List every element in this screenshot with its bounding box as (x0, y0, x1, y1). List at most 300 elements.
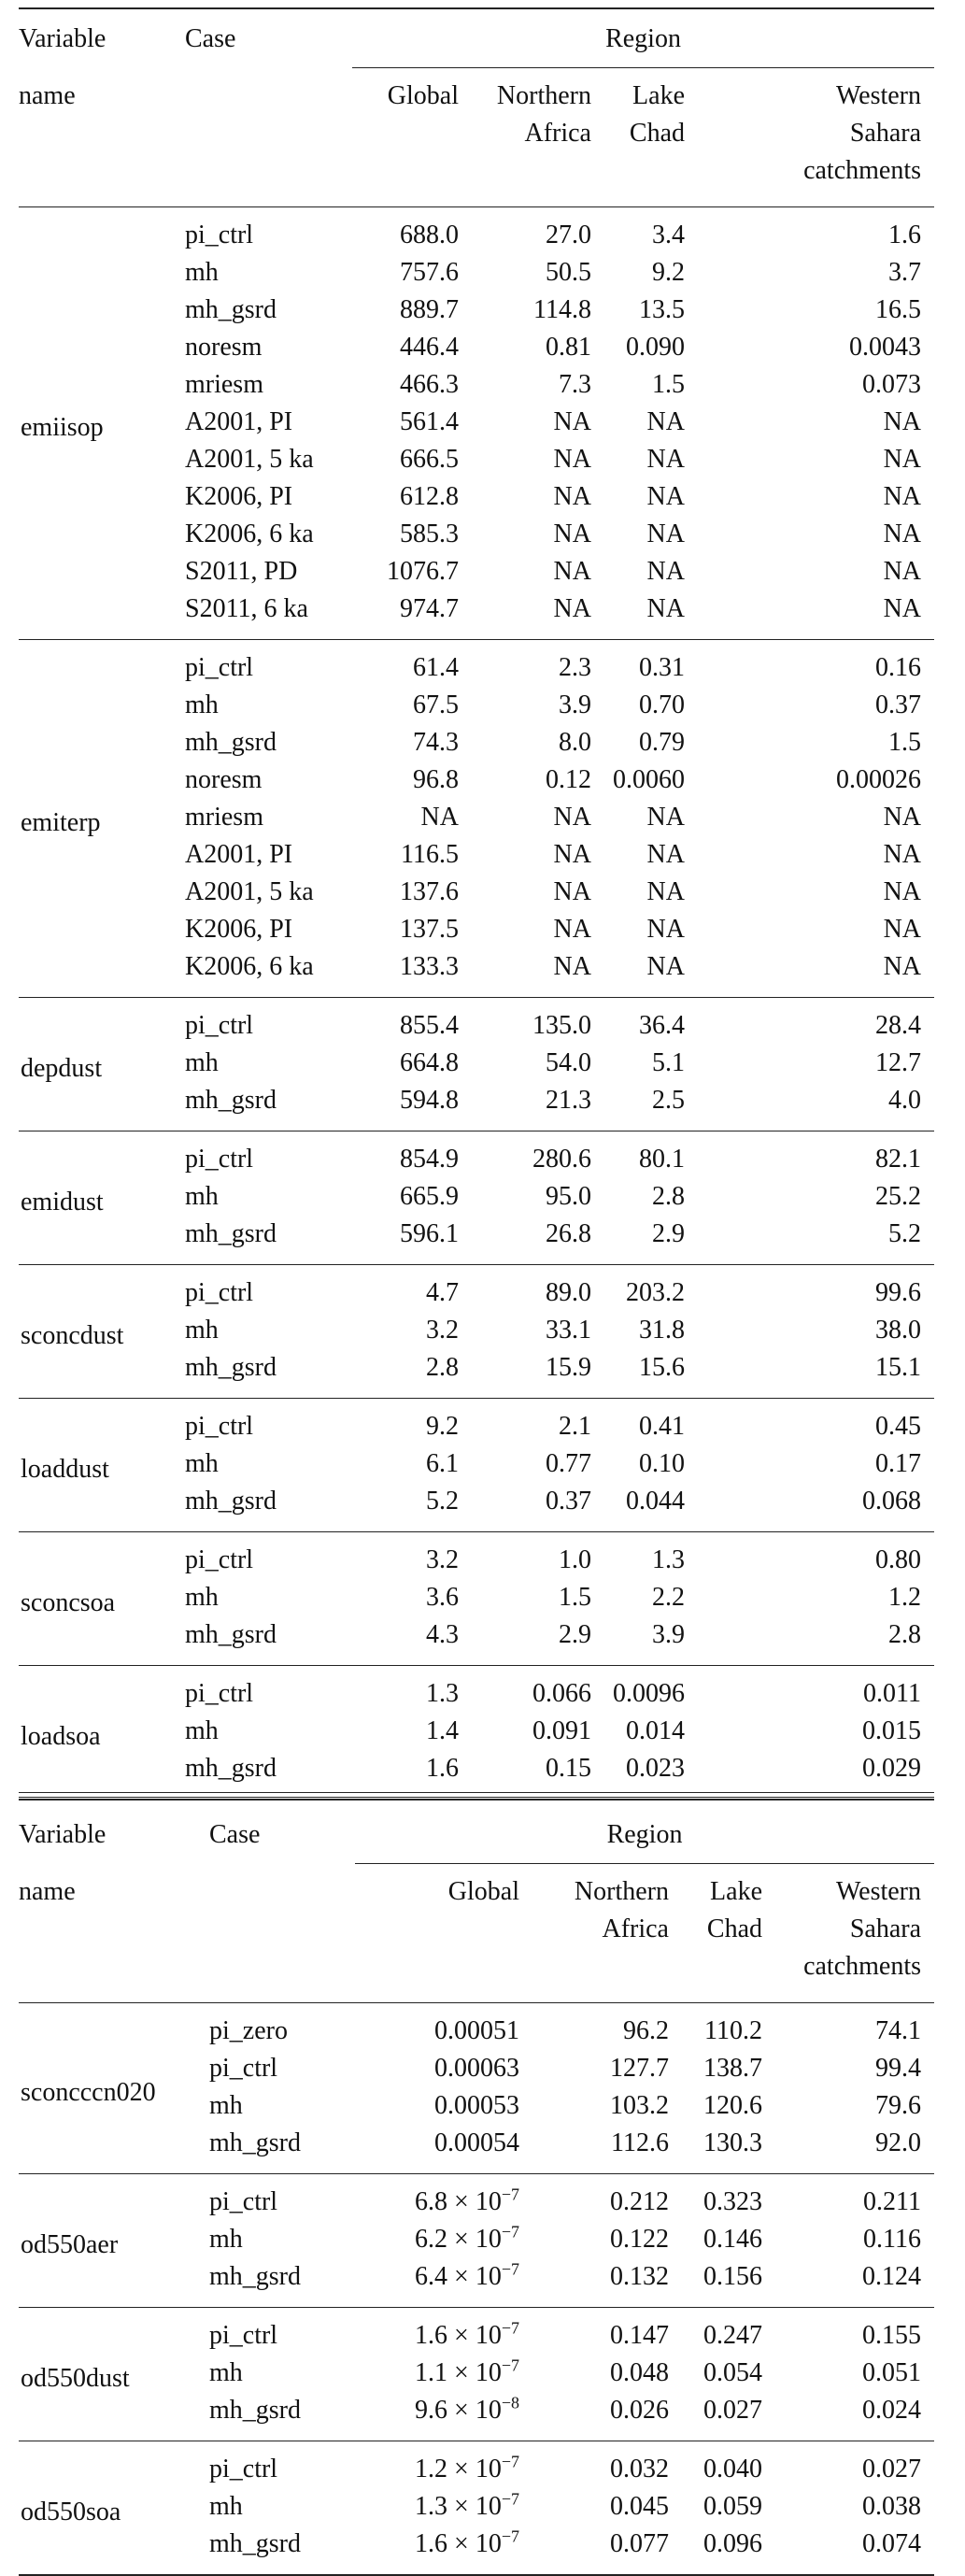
value-global: 137.6 (400, 877, 459, 906)
value-western-sahara: 0.37 (875, 690, 922, 719)
value-lake-chad: NA (646, 407, 685, 436)
case-label: mh_gsrd (209, 2529, 301, 2558)
value-global: 446.4 (400, 333, 459, 362)
variable-group-emiisop (19, 207, 934, 640)
case-label: pi_ctrl (185, 1145, 254, 1174)
value-lake-chad: NA (646, 840, 685, 869)
case-label: S2011, PD (185, 557, 298, 586)
exponent: −7 (501, 2452, 519, 2471)
value-northern-africa: NA (553, 557, 591, 586)
value-global: 5.2 (426, 1487, 459, 1516)
case-label: mh_gsrd (185, 1219, 277, 1248)
value-western-sahara: 0.155 (862, 2321, 922, 2350)
value-global: 612.8 (400, 482, 459, 511)
table-row (19, 2441, 934, 2489)
value-lake-chad: 0.027 (703, 2396, 762, 2425)
value-western-sahara: 15.1 (875, 1353, 922, 1382)
variable-name: emiterp (21, 808, 101, 837)
variable-name: loadsoa (21, 1722, 101, 1751)
value-western-sahara: 3.7 (888, 258, 922, 287)
value-northern-africa: NA (553, 840, 591, 869)
value-lake-chad: 0.054 (703, 2358, 762, 2387)
value-global: 665.9 (400, 1182, 459, 1211)
value-lake-chad: 110.2 (704, 2016, 762, 2045)
exponent: −7 (501, 2222, 519, 2242)
case-label: mh (185, 1316, 219, 1345)
value-lake-chad: 1.3 (652, 1545, 685, 1574)
variable-name: sconcsoa (21, 1588, 116, 1617)
header-region: Region (352, 7, 934, 68)
case-label: pi_ctrl (209, 2321, 278, 2350)
value-northern-africa: 0.212 (610, 2187, 669, 2216)
value-western-sahara: 4.0 (888, 1086, 922, 1115)
value-lake-chad: NA (646, 445, 685, 474)
value-western-sahara: 0.0043 (849, 333, 922, 362)
case-label: noresm (185, 765, 263, 794)
variable-group-depdust (19, 998, 934, 1131)
value-northern-africa: 0.026 (610, 2396, 669, 2425)
value-western-sahara: 2.8 (888, 1620, 922, 1649)
value-western-sahara: NA (883, 952, 922, 981)
value-northern-africa: 0.147 (610, 2321, 669, 2350)
value-western-sahara: 0.124 (862, 2262, 922, 2291)
value-global: 0.00053 (434, 2091, 519, 2120)
header-col-lake-chad: Lake Chad (706, 1877, 762, 1943)
value-northern-africa: 95.0 (546, 1182, 591, 1211)
value-northern-africa: 0.77 (546, 1449, 591, 1478)
value-western-sahara: 82.1 (875, 1145, 922, 1174)
case-label: mh (209, 2358, 243, 2387)
value-lake-chad: 0.247 (703, 2321, 762, 2350)
variable-group-emidust (19, 1131, 934, 1265)
value-western-sahara: NA (883, 407, 922, 436)
case-label: mh (209, 2225, 243, 2254)
variable-group-sconcsoa (19, 1532, 934, 1666)
value-lake-chad: 0.156 (703, 2262, 762, 2291)
value-western-sahara: NA (883, 840, 922, 869)
value-northern-africa: 0.81 (546, 333, 591, 362)
value-global: 854.9 (400, 1145, 459, 1174)
case-label: mh (185, 690, 219, 719)
value-global: 596.1 (400, 1219, 459, 1248)
case-label: mh (185, 1182, 219, 1211)
case-label: A2001, PI (185, 407, 293, 436)
case-label: A2001, PI (185, 840, 293, 869)
value-lake-chad: 0.096 (703, 2529, 762, 2558)
value-global: 1.6 (426, 1754, 459, 1783)
header-region: Region (355, 1803, 934, 1864)
value-western-sahara: 0.45 (875, 1412, 922, 1441)
value-global: 133.3 (400, 952, 459, 981)
variable-name: emidust (21, 1188, 104, 1217)
value-western-sahara: 0.073 (862, 370, 922, 399)
header-col-northern-africa: Northern Africa (496, 81, 591, 148)
case-label: mh (185, 1716, 219, 1745)
value-western-sahara: 74.1 (875, 2016, 922, 2045)
case-label: noresm (185, 333, 263, 362)
value-lake-chad: 2.5 (652, 1086, 685, 1115)
value-western-sahara: 0.051 (862, 2358, 922, 2387)
value-lake-chad: 0.41 (639, 1412, 685, 1441)
value-lake-chad: 0.10 (639, 1449, 685, 1478)
value-global: $1.1 \times 10^{-7}$ (415, 2355, 519, 2387)
value-global: $6.4 \times 10^{-7}$ (415, 2259, 519, 2291)
variable-name: loaddust (21, 1455, 109, 1484)
case-label: pi_ctrl (209, 2054, 278, 2083)
value-lake-chad: 130.3 (703, 2128, 762, 2157)
value-northern-africa: 0.132 (610, 2262, 669, 2291)
header-name: name (19, 80, 76, 110)
value-northern-africa: 15.9 (546, 1353, 591, 1382)
value-global: 1076.7 (387, 557, 459, 586)
case-label: pi_zero (209, 2016, 288, 2045)
value-northern-africa: 0.122 (610, 2225, 669, 2254)
exponent: −7 (501, 2185, 519, 2204)
value-global: 74.3 (413, 728, 459, 757)
value-western-sahara: 25.2 (875, 1182, 922, 1211)
case-label: pi_ctrl (185, 1412, 254, 1441)
exponent: −8 (501, 2393, 519, 2412)
value-lake-chad: 0.31 (639, 653, 685, 682)
value-lake-chad: 0.040 (703, 2455, 762, 2483)
value-northern-africa: 54.0 (546, 1048, 591, 1077)
case-label: mh (209, 2091, 243, 2120)
case-label: K2006, 6 ka (185, 952, 314, 981)
value-western-sahara: 0.038 (862, 2492, 922, 2521)
exponent: −7 (501, 2259, 519, 2279)
value-lake-chad: 31.8 (639, 1316, 685, 1345)
value-lake-chad: 0.0096 (613, 1679, 685, 1708)
case-label: K2006, PI (185, 915, 293, 944)
value-global: 4.7 (426, 1278, 459, 1307)
case-label: mh (185, 1048, 219, 1077)
value-global: 688.0 (400, 221, 459, 249)
value-global: 137.5 (400, 915, 459, 944)
value-western-sahara: 0.211 (863, 2187, 922, 2216)
value-lake-chad: 3.4 (652, 221, 685, 249)
value-western-sahara: 0.16 (875, 653, 922, 682)
case-label: mriesm (185, 803, 263, 832)
table-part-2 (19, 1803, 934, 2576)
value-northern-africa: 0.032 (610, 2455, 669, 2483)
value-lake-chad: 2.8 (652, 1182, 685, 1211)
value-global: 855.4 (400, 1011, 459, 1040)
value-western-sahara: 16.5 (875, 295, 922, 324)
value-northern-africa: 50.5 (546, 258, 591, 287)
value-northern-africa: NA (553, 482, 591, 511)
value-northern-africa: 2.9 (559, 1620, 591, 1649)
case-label: A2001, 5 ka (185, 877, 314, 906)
value-western-sahara: 0.074 (862, 2529, 922, 2558)
case-label: pi_ctrl (185, 1011, 254, 1040)
value-western-sahara: 79.6 (875, 2091, 922, 2120)
value-western-sahara: 0.024 (862, 2396, 922, 2425)
case-label: pi_ctrl (185, 653, 254, 682)
value-northern-africa: 114.8 (533, 295, 591, 324)
value-global: 4.3 (426, 1620, 459, 1649)
value-northern-africa: NA (553, 594, 591, 623)
value-lake-chad: 0.059 (703, 2492, 762, 2521)
case-label: mh (185, 1449, 219, 1478)
value-global: 2.8 (426, 1353, 459, 1382)
value-lake-chad: NA (646, 557, 685, 586)
value-western-sahara: 0.17 (875, 1449, 922, 1478)
value-lake-chad: 0.146 (703, 2225, 762, 2254)
header-col-global: Global (447, 1877, 519, 1906)
value-western-sahara: 1.2 (888, 1583, 922, 1612)
value-western-sahara: 12.7 (875, 1048, 922, 1077)
table-row (19, 1265, 934, 1313)
value-global: 9.2 (426, 1412, 459, 1441)
case-label: mh_gsrd (185, 1086, 277, 1115)
value-lake-chad: NA (646, 482, 685, 511)
value-lake-chad: 120.6 (703, 2091, 762, 2120)
value-global: 0.00063 (434, 2054, 519, 2083)
value-western-sahara: 0.80 (875, 1545, 922, 1574)
value-western-sahara: 99.4 (875, 2054, 922, 2083)
variable-name: sconcdust (21, 1321, 124, 1350)
case-label: mh_gsrd (209, 2396, 301, 2425)
value-northern-africa: 127.7 (610, 2054, 669, 2083)
table-row (19, 1666, 934, 1714)
variable-name: depdust (21, 1054, 103, 1083)
value-western-sahara: 38.0 (875, 1316, 922, 1345)
value-lake-chad: 2.2 (652, 1583, 685, 1612)
value-western-sahara: NA (883, 594, 922, 623)
value-global: 561.4 (400, 407, 459, 436)
value-global: 594.8 (400, 1086, 459, 1115)
value-global: $1.6 \times 10^{-7}$ (415, 2526, 519, 2558)
header-col-lake-chad: Lake Chad (629, 81, 685, 148)
value-western-sahara: NA (883, 519, 922, 548)
value-lake-chad: 15.6 (639, 1353, 685, 1382)
value-northern-africa: 1.5 (559, 1583, 591, 1612)
case-label: pi_ctrl (185, 1545, 254, 1574)
value-global: 3.6 (426, 1583, 459, 1612)
value-western-sahara: 0.029 (862, 1754, 922, 1783)
case-label: pi_ctrl (185, 221, 254, 249)
value-lake-chad: 13.5 (639, 295, 685, 324)
value-global: 0.00051 (434, 2016, 519, 2045)
case-label: mh_gsrd (185, 295, 277, 324)
table-row (19, 640, 934, 688)
value-lake-chad: NA (646, 915, 685, 944)
exponent: −7 (501, 2489, 519, 2509)
case-label: pi_ctrl (209, 2187, 278, 2216)
value-lake-chad: NA (646, 877, 685, 906)
value-global: 67.5 (413, 690, 459, 719)
value-northern-africa: NA (553, 803, 591, 832)
value-western-sahara: NA (883, 877, 922, 906)
value-global: 116.5 (401, 840, 459, 869)
header-col-western-sahara: Western Sahara catchments (803, 1877, 922, 1981)
value-northern-africa: 0.15 (546, 1754, 591, 1783)
value-northern-africa: 89.0 (546, 1278, 591, 1307)
value-lake-chad: 9.2 (652, 258, 685, 287)
value-western-sahara: 99.6 (875, 1278, 922, 1307)
case-label: mriesm (185, 370, 263, 399)
exponent: −7 (501, 2318, 519, 2338)
value-northern-africa: NA (553, 407, 591, 436)
value-global: $1.2 \times 10^{-7}$ (415, 2452, 519, 2483)
value-lake-chad: 0.0060 (613, 765, 685, 794)
table-row (19, 2003, 934, 2051)
value-global: 3.2 (426, 1316, 459, 1345)
value-western-sahara: 0.011 (863, 1679, 922, 1708)
value-global: 974.7 (400, 594, 459, 623)
table-row (19, 2308, 934, 2355)
case-label: mh_gsrd (209, 2128, 301, 2157)
value-global: 6.1 (426, 1449, 459, 1478)
value-western-sahara: 0.068 (862, 1487, 922, 1516)
table-row (19, 998, 934, 1046)
value-global: $6.8 \times 10^{-7}$ (415, 2185, 519, 2216)
exponent: −7 (501, 2355, 519, 2375)
value-global: 3.2 (426, 1545, 459, 1574)
value-northern-africa: NA (553, 915, 591, 944)
value-global: 466.3 (400, 370, 459, 399)
value-lake-chad: 0.044 (626, 1487, 685, 1516)
value-northern-africa: NA (553, 519, 591, 548)
value-lake-chad: 0.023 (626, 1754, 685, 1783)
header-name: name (19, 1876, 76, 1906)
double-rule (19, 1792, 934, 1798)
case-label: A2001, 5 ka (185, 445, 314, 474)
value-lake-chad: 2.9 (652, 1219, 685, 1248)
case-label: mh (209, 2492, 243, 2521)
table-row (19, 1131, 934, 1179)
value-western-sahara: NA (883, 915, 922, 944)
value-lake-chad: 0.323 (703, 2187, 762, 2216)
variable-group-loadsoa (19, 1666, 934, 1800)
value-lake-chad: 5.1 (652, 1048, 685, 1077)
value-northern-africa: 0.37 (546, 1487, 591, 1516)
header-variable: Variable (19, 24, 106, 53)
value-global: $1.3 \times 10^{-7}$ (415, 2489, 519, 2521)
variable-group-od550dust (19, 2308, 934, 2441)
value-lake-chad: 138.7 (703, 2054, 762, 2083)
value-northern-africa: NA (553, 445, 591, 474)
case-label: mh (185, 1583, 219, 1612)
table-part-1 (19, 7, 934, 1800)
value-northern-africa: 33.1 (546, 1316, 591, 1345)
value-global: 1.3 (426, 1679, 459, 1708)
variable-name: od550aer (21, 2230, 119, 2259)
value-global: 585.3 (400, 519, 459, 548)
case-label: mh_gsrd (185, 1754, 277, 1783)
value-western-sahara: 0.015 (862, 1716, 922, 1745)
value-western-sahara: 0.116 (863, 2225, 922, 2254)
value-lake-chad: NA (646, 952, 685, 981)
value-northern-africa: 2.3 (559, 653, 591, 682)
value-lake-chad: 0.014 (626, 1716, 685, 1745)
variable-name: od550soa (21, 2498, 121, 2526)
case-label: mh_gsrd (185, 1487, 277, 1516)
value-global: 757.6 (400, 258, 459, 287)
value-northern-africa: 0.077 (610, 2529, 669, 2558)
header-col-northern-africa: Northern Africa (574, 1877, 669, 1943)
value-lake-chad: 3.9 (652, 1620, 685, 1649)
value-western-sahara: 1.6 (888, 221, 922, 249)
variable-name: emiisop (21, 413, 104, 442)
case-label: mh_gsrd (185, 1353, 277, 1382)
value-northern-africa: 112.6 (611, 2128, 669, 2157)
case-label: mh_gsrd (185, 1620, 277, 1649)
value-northern-africa: NA (553, 877, 591, 906)
value-northern-africa: 135.0 (532, 1011, 591, 1040)
variable-group-sconcdust (19, 1265, 934, 1399)
value-western-sahara: 28.4 (875, 1011, 922, 1040)
value-northern-africa: 0.12 (546, 765, 591, 794)
value-northern-africa: 7.3 (559, 370, 591, 399)
value-western-sahara: 0.00026 (836, 765, 922, 794)
table-row (19, 2174, 934, 2222)
variable-group-od550soa (19, 2441, 934, 2576)
value-global: 889.7 (400, 295, 459, 324)
variable-group-od550aer (19, 2174, 934, 2308)
value-northern-africa: 0.045 (610, 2492, 669, 2521)
value-lake-chad: 0.70 (639, 690, 685, 719)
value-lake-chad: 203.2 (626, 1278, 685, 1307)
header-col-global: Global (387, 81, 459, 110)
value-northern-africa: 0.066 (532, 1679, 591, 1708)
value-northern-africa: 8.0 (559, 728, 591, 757)
header-variable: Variable (19, 1820, 106, 1849)
variable-name: sconcccn020 (21, 2078, 156, 2107)
value-northern-africa: NA (553, 952, 591, 981)
value-northern-africa: 103.2 (610, 2091, 669, 2120)
value-northern-africa: 280.6 (532, 1145, 591, 1174)
value-northern-africa: 1.0 (559, 1545, 591, 1574)
value-global: $1.6 \times 10^{-7}$ (415, 2318, 519, 2350)
value-global: NA (420, 803, 459, 832)
value-global: $9.6 \times 10^{-8}$ (415, 2393, 519, 2425)
value-northern-africa: 3.9 (559, 690, 591, 719)
case-label: K2006, 6 ka (185, 519, 314, 548)
value-northern-africa: 0.091 (532, 1716, 591, 1745)
value-northern-africa: 27.0 (546, 221, 591, 249)
case-label: pi_ctrl (185, 1679, 254, 1708)
case-label: pi_ctrl (209, 2455, 278, 2483)
value-western-sahara: 5.2 (888, 1219, 922, 1248)
value-western-sahara: 92.0 (875, 2128, 922, 2157)
variable-name: od550dust (21, 2364, 130, 2393)
value-western-sahara: NA (883, 445, 922, 474)
value-global: 61.4 (413, 653, 459, 682)
value-lake-chad: 36.4 (639, 1011, 685, 1040)
value-lake-chad: NA (646, 594, 685, 623)
case-label: mh_gsrd (185, 728, 277, 757)
value-northern-africa: 0.048 (610, 2358, 669, 2387)
value-western-sahara: 0.027 (862, 2455, 922, 2483)
value-western-sahara: NA (883, 482, 922, 511)
case-label: mh_gsrd (209, 2262, 301, 2291)
value-lake-chad: NA (646, 803, 685, 832)
value-global: $6.2 \times 10^{-7}$ (415, 2222, 519, 2254)
value-global: 96.8 (413, 765, 459, 794)
header-case: Case (209, 1820, 261, 1849)
value-global: 664.8 (400, 1048, 459, 1077)
value-northern-africa: 21.3 (546, 1086, 591, 1115)
value-lake-chad: 0.090 (626, 333, 685, 362)
value-lake-chad: NA (646, 519, 685, 548)
header-case: Case (185, 24, 236, 53)
table-row (19, 1399, 934, 1446)
variable-group-loaddust (19, 1399, 934, 1532)
value-lake-chad: 0.79 (639, 728, 685, 757)
value-western-sahara: 1.5 (888, 728, 922, 757)
table-row (19, 207, 934, 255)
